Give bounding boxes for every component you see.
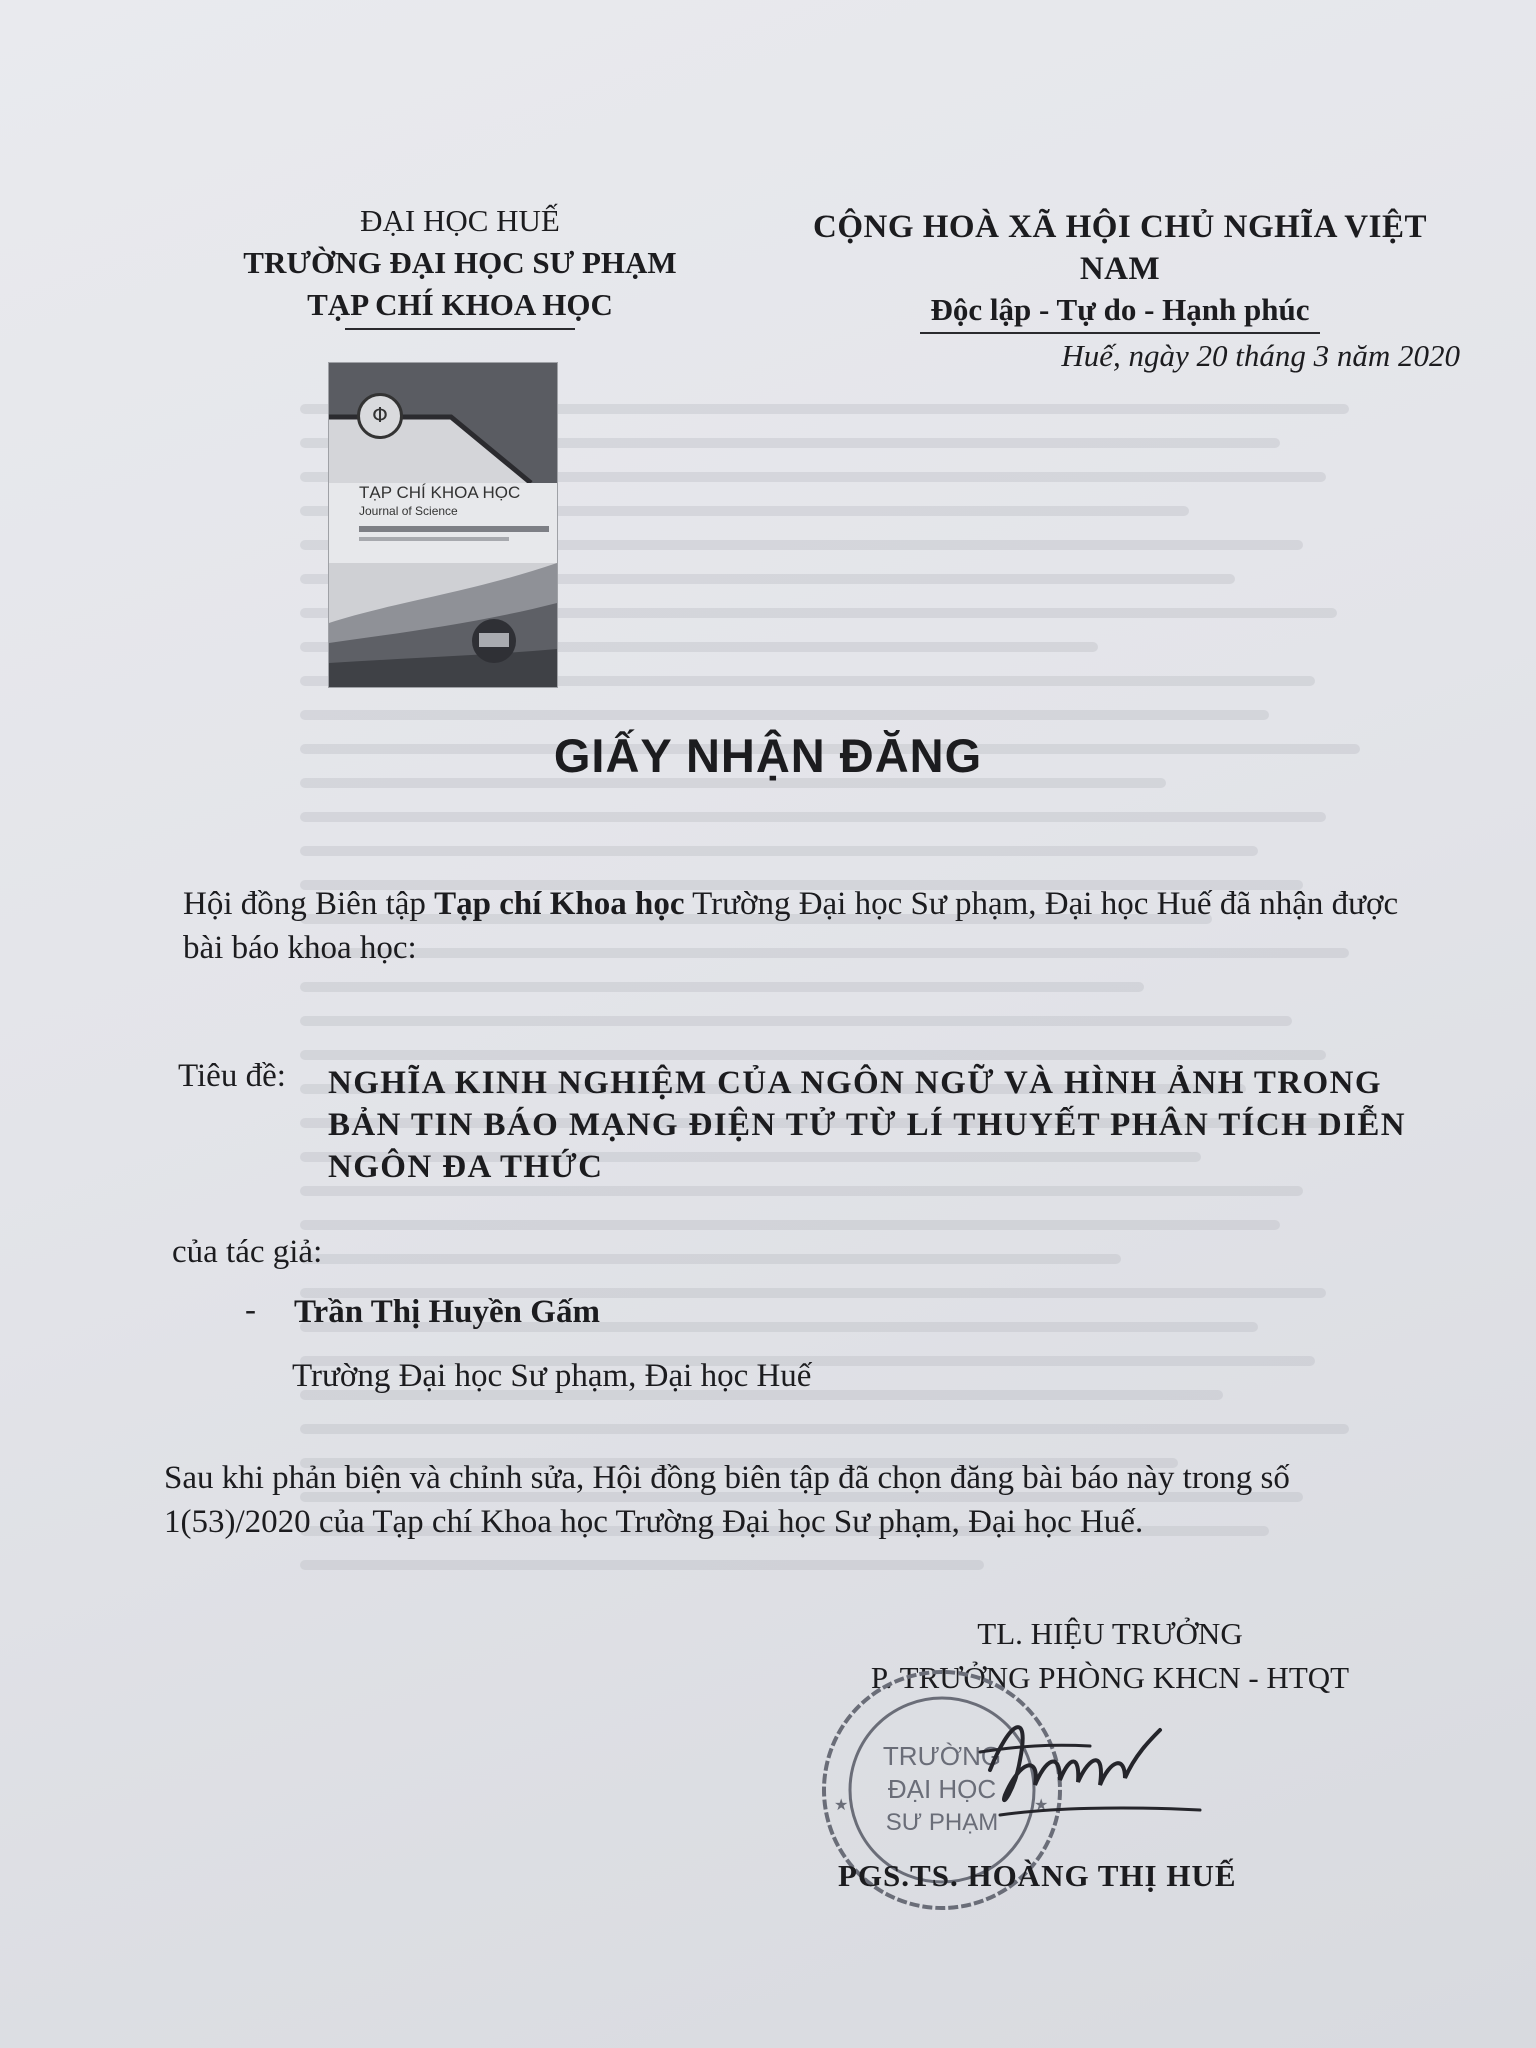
article-title: NGHĨA KINH NGHIỆM CỦA NGÔN NGỮ VÀ HÌNH ẢNH TRONG BẢN TIN BÁO MẠNG ĐIỆN TỬ TỪ LÍ THUYẾT PHÂN TÍCH DIỄN NGÔN ĐA THỨC (328, 1065, 1406, 1185)
intro-text-before: Hội đồng Biên tập (183, 886, 435, 922)
cover-title-en: Journal of Science (359, 504, 458, 518)
country-name: CỘNG HOÀ XÃ HỘI CHỦ NGHĨA VIỆT NAM (813, 209, 1427, 287)
document-title: GIẤY NHẬN ĐĂNG (553, 729, 983, 782)
seal-text-line2: ĐẠI HỌC (887, 1774, 997, 1804)
article-title-label: Tiêu đề: (178, 1058, 286, 1094)
intro-text-after: Trường Đại học Sư phạm, Đại học Huế đã nhận được bài báo khoa học: (183, 886, 1399, 966)
cover-text-line (359, 526, 549, 532)
intro-paragraph (183, 882, 1443, 970)
journal-emblem-icon: Φ (357, 393, 403, 439)
cover-photo (329, 563, 557, 687)
handwritten-signature (960, 1700, 1210, 1830)
conclusion-paragraph: Sau khi phản biện và chỉnh sửa, Hội đồng biên tập đã chọn đăng bài báo này trong số 1(53)/2020 của Tạp chí Khoa học Trường Đại học Sư phạm, Đại học Huế. (164, 1460, 1290, 1540)
author-label: của tác giả: (172, 1234, 323, 1270)
author-affiliation: Trường Đại học Sư phạm, Đại học Huế (292, 1358, 812, 1394)
cover-text-line (359, 537, 509, 541)
school-name: TRƯỜNG ĐẠI HỌC SƯ PHẠM (243, 245, 677, 280)
seal-text-line1: TRƯỜNG (882, 1741, 1002, 1771)
national-motto: Độc lập - Tự do - Hạnh phúc (930, 292, 1310, 327)
signer-name: PGS.TS. HOÀNG THỊ HUẾ (838, 1858, 1237, 1893)
intro-journal-name: Tạp chí Khoa học (434, 886, 685, 922)
university-name: ĐẠI HỌC HUẾ (360, 203, 560, 238)
signing-authority: TL. HIỆU TRƯỞNG (977, 1616, 1243, 1651)
svg-text:★: ★ (834, 1795, 849, 1814)
national-header (770, 206, 1470, 334)
author-bullet: - (245, 1292, 256, 1328)
author-name: Trần Thị Huyền Gấm (294, 1294, 600, 1330)
header-underline (345, 328, 575, 330)
motto-underline (920, 332, 1320, 334)
issue-date: Huế, ngày 20 tháng 3 năm 2020 (1061, 338, 1460, 373)
seal-text-line3: SƯ PHẠM (885, 1809, 999, 1836)
cover-title-vi: TẠP CHÍ KHOA HỌC (359, 483, 521, 502)
issuer-header (200, 200, 720, 330)
signing-position: P. TRƯỞNG PHÒNG KHCN - HTQT (870, 1660, 1350, 1695)
journal-name: TẠP CHÍ KHOA HỌC (307, 287, 613, 322)
journal-cover-image (328, 362, 558, 688)
svg-text:★: ★ (1034, 1795, 1049, 1814)
